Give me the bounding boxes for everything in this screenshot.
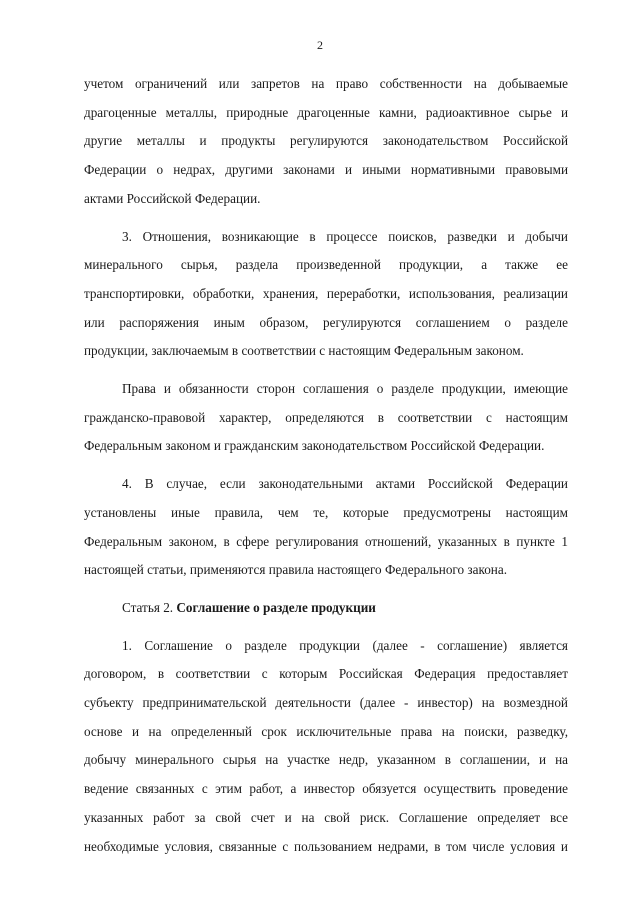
article-title: Соглашение о разделе продукции xyxy=(176,599,376,615)
text-line: Федеральным законом и гражданским законодательством Российской Федерации. xyxy=(84,438,545,454)
text-line: Федерации о недрах, другими законами и иными нормативными правовыми xyxy=(84,162,568,178)
paragraph-4 xyxy=(84,470,568,585)
text-line: 1. Соглашение о разделе продукции (далее - соглашение) является xyxy=(122,637,568,653)
text-line: Права и обязанности сторон соглашения о разделе продукции, имеющие xyxy=(122,381,568,397)
text-line: указанных работ за свой счет и на свой риск. Соглашение определяет все xyxy=(84,809,568,825)
text-line: основе и на определенный срок исключительные права на поиски, разведку, xyxy=(84,723,568,739)
article-prefix: Статья 2. xyxy=(122,599,174,615)
text-line: договором, в соответствии с которым Российская Федерация предоставляет xyxy=(84,666,568,682)
text-line: продукции, заключаемым в соответствии с настоящим Федеральным законом. xyxy=(84,343,524,359)
text-line: ведение связанных с этим работ, а инвестор обязуется осуществить проведение xyxy=(84,781,568,797)
text-line: драгоценные металлы, природные драгоценные камни, радиоактивное сырье и xyxy=(84,104,568,120)
text-line: Федеральным законом, в сфере регулирования отношений, указанных в пункте 1 xyxy=(84,533,568,549)
text-line: другие металлы и продукты регулируются законодательством Российской xyxy=(84,133,568,149)
page-number: 2 xyxy=(317,38,323,52)
article-paragraph-1 xyxy=(84,632,568,862)
text-line: гражданско-правовой характер, определяются в соответствии с настоящим xyxy=(84,409,568,425)
paragraph-3 xyxy=(84,375,568,461)
text-line: настоящей статьи, применяются правила настоящего Федерального закона. xyxy=(84,562,507,578)
text-line: субъекту предпринимательской деятельности (далее - инвестор) на возмездной xyxy=(84,695,568,711)
text-line: транспортировки, обработки, хранения, переработки, использования, реализации xyxy=(84,285,568,301)
document-body xyxy=(84,70,568,870)
text-line: или распоряжения иным образом, регулируются соглашением о разделе xyxy=(84,314,568,330)
text-line: 3. Отношения, возникающие в процессе поисков, разведки и добычи xyxy=(122,228,568,244)
text-line: 4. В случае, если законодательными актами Российской Федерации xyxy=(122,476,568,492)
text-line: необходимые условия, связанные с пользованием недрами, в том числе условия и xyxy=(84,838,568,854)
text-line: установлены иные правила, чем те, которые предусмотрены настоящим xyxy=(84,504,568,520)
text-line: добычу минерального сырья на участке недр, указанном в соглашении, и на xyxy=(84,752,568,768)
text-line: актами Российской Федерации. xyxy=(84,190,261,206)
paragraph-1 xyxy=(84,70,568,214)
text-line: минерального сырья, раздела произведенной продукции, а также ее xyxy=(84,257,568,273)
article-heading xyxy=(84,594,568,623)
text-line: учетом ограничений или запретов на право собственности на добываемые xyxy=(84,76,568,91)
paragraph-2 xyxy=(84,223,568,367)
